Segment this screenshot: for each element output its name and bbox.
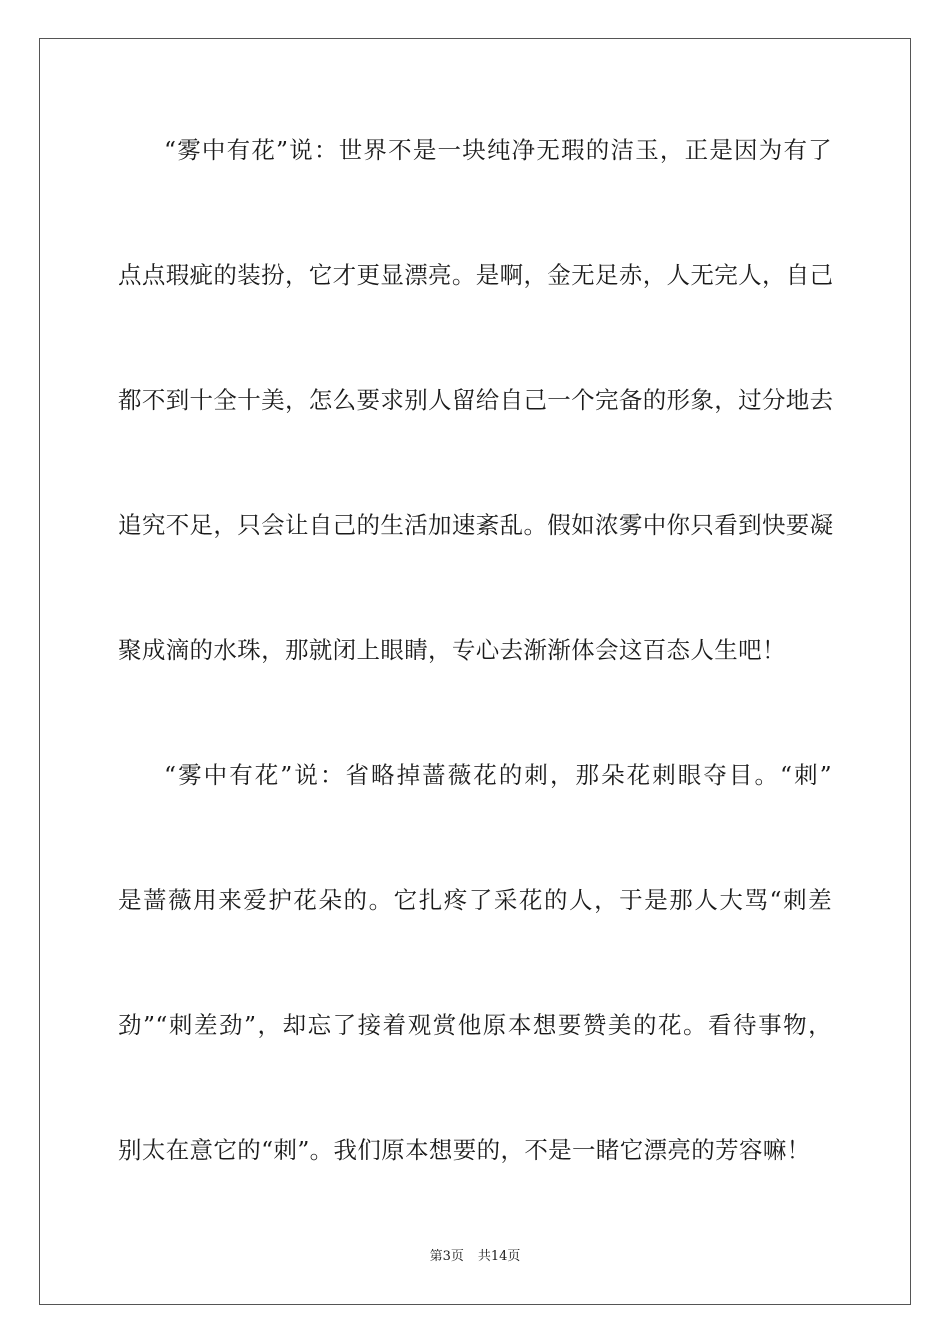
text-line: 别太在意它的“刺”。我们原本想要的，不是一睹它漂亮的芳容嘛！ [118,1136,811,1164]
page-number: 第3页 [429,1249,464,1264]
text-line: 都不到十全十美，怎么要求别人留给自己一个完备的形象，过分地去 [118,386,834,414]
text-line: “雾中有花”说：省略掉蔷薇花的刺，那朵花刺眼夺目。“刺” [164,761,832,789]
text-line: 点点瑕疵的装扮，它才更显漂亮。是啊，金无足赤，人无完人，自己 [118,261,834,289]
page-border [39,38,911,1305]
text-line: 劲”“刺差劲”，却忘了接着观赏他原本想要赞美的花。看待事物， [118,1011,832,1039]
text-line: “雾中有花”说：世界不是一块纯净无瑕的洁玉，正是因为有了 [164,136,832,164]
text-line: 聚成滴的水珠，那就闭上眼睛，专心去渐渐体会这百态人生吧！ [118,636,786,664]
text-line: 是蔷薇用来爱护花朵的。它扎疼了采花的人，于是那人大骂“刺差 [118,886,832,914]
page-total: 共14页 [477,1249,521,1264]
text-line: 追究不足，只会让自己的生活加速紊乱。假如浓雾中你只看到快要凝 [118,511,834,539]
page-footer [0,1248,950,1266]
